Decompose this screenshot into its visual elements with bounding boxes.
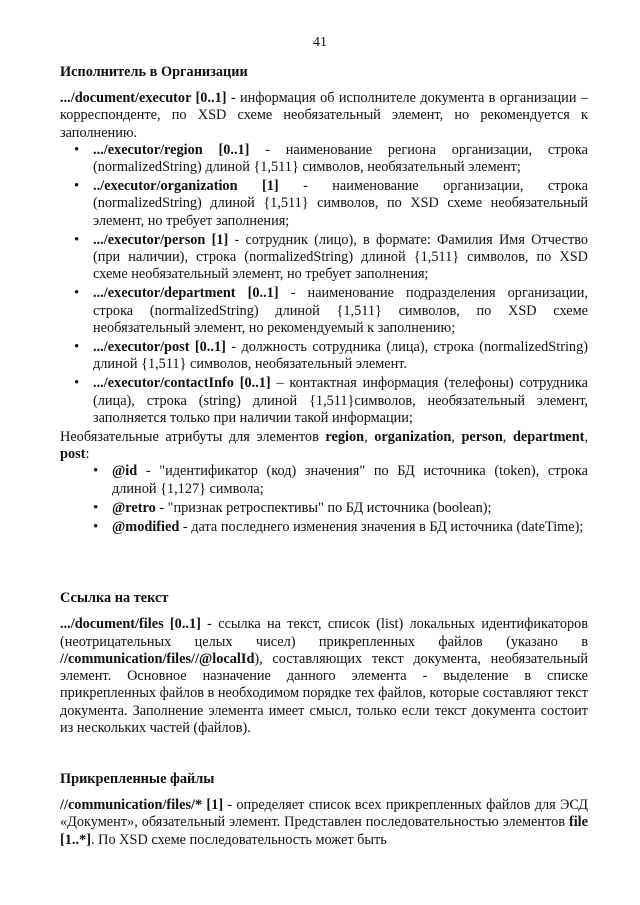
attr-element-name: post — [60, 446, 86, 463]
item-text: - сотрудник (лицо), в формате: Фамилия Имя Отчество (при наличии), строка (normalizedString) длиной {1,511} символов, по XSD схеме необязательный элемент, но требует заполнения; — [93, 231, 589, 283]
attached-path: //communication/files/* [1] — [60, 797, 224, 814]
list-item — [112, 463, 588, 497]
attached-text-b: . По XSD схеме последовательность может быть — [90, 831, 387, 848]
item-path: ../executor/organization [1] — [93, 178, 279, 195]
attached-files-paragraph — [60, 797, 588, 849]
files-path: .../document/files [0..1] — [60, 616, 201, 633]
attr-element-name: department — [512, 429, 585, 446]
executor-intro-text: - информация об исполнителе документа в организации – корреспонденте, по XSD схеме необязательный элемент, но рекомендуется к заполнению. — [60, 90, 588, 141]
item-path: .../executor/region [0..1] — [93, 141, 250, 158]
list-item — [93, 339, 588, 373]
list-item — [93, 178, 588, 230]
list-item — [93, 232, 588, 284]
list-item — [93, 142, 588, 176]
attrs-intro-text: Необязательные атрибуты для элементов — [60, 429, 326, 446]
list-item — [93, 375, 588, 427]
attached-elem: file [1..*] — [60, 814, 588, 848]
list-item — [112, 519, 588, 536]
files-text-a: - ссылка на текст, список (list) локальных идентификаторов (неотрицательных целых чисел) прикрепленных файлов (указано в — [60, 616, 589, 650]
section-heading-executor: Исполнитель в Организации — [60, 64, 248, 80]
files-text-b: ), составляющих текст документа, необязательный элемент. Основное назначение данного элемента - выделение в списке прикрепленных файлов в необходимом порядке тех файлов, которые составляют текст документа. Заполнение элемента имеет смысл, только если текст документа состоит из нескольких частей (файлов). — [60, 650, 588, 736]
item-path: .../executor/contactInfo [0..1] — [93, 375, 271, 392]
item-path: .../executor/person [1] — [93, 231, 229, 248]
item-path: .../executor/department [0..1] — [93, 285, 279, 302]
item-text: - наименование организации, строка (normalizedString) длиной {1,511} символов, по XSD схеме необязательный элемент, но требует заполнения; — [93, 178, 588, 229]
files-ref: //communication/files//@localId — [60, 650, 255, 667]
attr-text: - "признак ретроспективы" по БД источника (boolean); — [155, 499, 492, 516]
optional-attributes-intro: Необязательные атрибуты для элементов region, organization, person, department, post: — [60, 429, 589, 463]
attr-element-name: organization — [374, 429, 452, 446]
page-content — [60, 64, 588, 849]
list-item — [112, 500, 588, 517]
executor-path: .../document/executor [0..1] — [60, 90, 227, 107]
list-item — [93, 285, 588, 337]
attached-text-a: - определяет список всех прикрепленных файлов для ЭСД «Документ», обязательный элемент. Представлен последовательностью элементов — [60, 797, 588, 831]
files-paragraph — [60, 616, 588, 736]
attr-name: @retro — [112, 499, 156, 516]
attr-name: @id — [112, 463, 138, 480]
attr-name: @modified — [112, 519, 180, 536]
section-heading-text-link: Ссылка на текст — [60, 590, 169, 607]
item-text: - наименование региона организации, строка (normalizedString) длиной {1,511} символов, необязательный элемент; — [93, 141, 588, 176]
page-number: 41 — [313, 35, 327, 50]
executor-intro — [60, 90, 588, 142]
item-text: - должность сотрудника (лица), строка (normalizedString) длиной {1,511} символов, необязательный элемент. — [93, 339, 588, 373]
attr-element-name: region — [325, 429, 365, 446]
section-heading-attached-files: Прикрепленные файлы — [60, 770, 215, 787]
attr-element-name: person — [461, 429, 503, 446]
attr-text: - дата последнего изменения значения в БД источника (dateTime); — [179, 519, 584, 536]
item-text: - наименование подразделения организации, строка (normalizedString) длиной {1,511} символов, по XSD схеме необязательный элемент, но рекомендуемый к заполнению; — [93, 285, 588, 336]
item-text: – контактная информация (телефоны) сотрудника (лица), строка (string) длиной {1,511}символов, необязательный элемент, заполняется только при наличии такой информации; — [93, 375, 588, 426]
executor-children-list — [60, 142, 588, 427]
optional-attributes-list — [60, 463, 588, 536]
attr-text: - "идентификатор (код) значения" по БД источника (token), строка длиной {1,127} символа; — [112, 463, 588, 497]
item-path: .../executor/post [0..1] — [93, 339, 226, 356]
